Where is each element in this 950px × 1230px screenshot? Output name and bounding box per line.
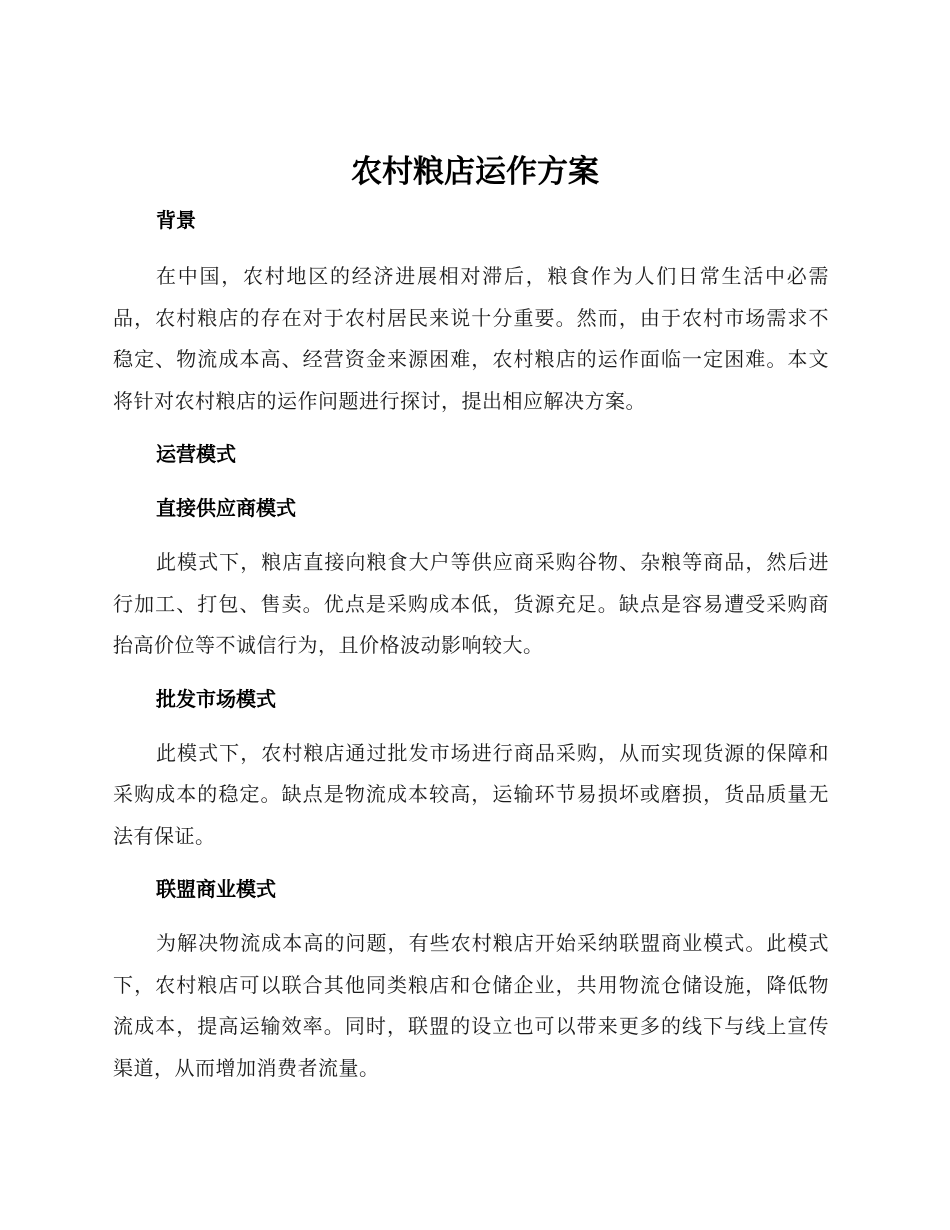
- section-heading-operation-modes: 运营模式: [156, 442, 236, 466]
- document-body: [113, 200, 829, 1089]
- paragraph-background: 在中国，农村地区的经济进展相对滞后，粮食作为人们日常生活中必需品，农村粮店的存在对于农村居民来说十分重要。然而，由于农村市场需求不稳定、物流成本高、经营资金来源困难，农村粮店的运作面临一定困难。本文将针对农村粮店的运作问题进行探讨，提出相应解决方案。: [113, 264, 829, 413]
- section-heading-direct-supplier-mode: 直接供应商模式: [156, 496, 296, 520]
- paragraph-alliance-business-mode: 为解决物流成本高的问题，有些农村粮店开始采纳联盟商业模式。此模式下，农村粮店可以联合其他同类粮店和仓储企业，共用物流仓储设施，降低物流成本，提高运输效率。同时，联盟的设立也可以带来更多的线下与线上宣传渠道，从而增加消费者流量。: [113, 931, 829, 1080]
- section-heading-alliance-business-mode: 联盟商业模式: [156, 877, 276, 901]
- document-title: 农村粮店运作方案: [351, 154, 599, 190]
- section-heading-background: 背景: [156, 208, 196, 232]
- section-heading-wholesale-market-mode: 批发市场模式: [156, 686, 276, 711]
- paragraph-direct-supplier-mode: 此模式下，粮店直接向粮食大户等供应商采购谷物、杂粮等商品，然后进行加工、打包、售卖。优点是采购成本低，货源充足。缺点是容易遭受采购商抬高价位等不诚信行为，且价格波动影响较大。: [113, 550, 829, 657]
- paragraph-wholesale-market-mode: 此模式下，农村粮店通过批发市场进行商品采购，从而实现货源的保障和采购成本的稳定。缺点是物流成本较高，运输环节易损坏或磨损，货品质量无法有保证。: [113, 740, 829, 848]
